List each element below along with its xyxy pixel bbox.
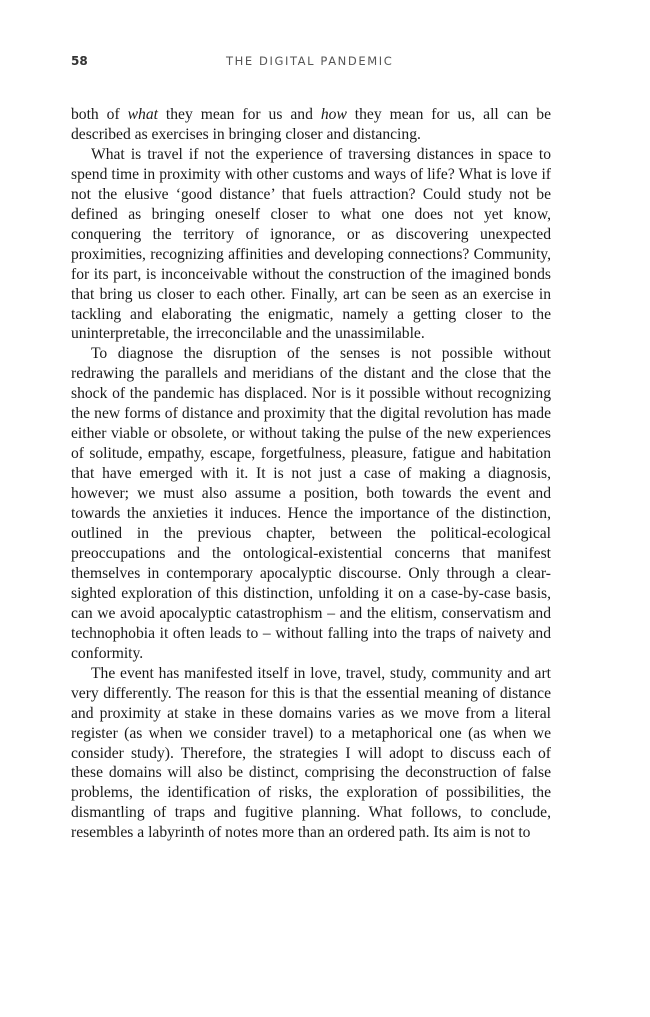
italic-word: what [127,106,158,123]
paragraph: The event has manifested itself in love, travel, study, community and art very differently. The reason for this is that the essential meaning of distance and proximity at stake in these domains varies as we move from a literal register (as when we consider travel) to a metaphorical one (as when we consider study). Therefore, the strategies I will adopt to discuss each of these domains will also be distinct, comprising the deconstruction of false problems, the identification of risks, the exploration of possibilities, the dismantling of traps and fugitive planning. What follows, to conclude, resembles a labyrinth of notes more than an ordered path. Its aim is not to [71,664,551,842]
text-run: they mean for us and [157,106,321,123]
paragraph: What is travel if not the experience of traversing distances in space to spend time in proximity with other customs and ways of life? What is love if not the elusive ‘good distance’ that fuels attraction? Could study not be defined as bringing oneself closer to what one does not yet know, conquering the territory of ignorance, or as discovering unexpected proximities, recognizing affinities and developing connections? Community, for its part, is inconceivable without the construction of the imagined bonds that bring us closer to each other. Finally, art can be seen as an exercise in tackling and elaborating the enigmatic, namely a getting closer to the uninterpretable, the irreconcilable and the unassimilable. [71,145,551,343]
body-text [71,105,551,843]
running-head [71,54,551,74]
book-title: THE DIGITAL PANDEMIC [226,54,394,68]
paragraph-continued [71,105,551,145]
paragraph: To diagnose the disruption of the senses is not possible without redrawing the parallels and meridians of the distant and the close that the shock of the pandemic has displaced. Nor is it possible without recognizing the new forms of distance and proximity that the digital revolution has made either viable or obsolete, or without taking the pulse of the new experiences of solitude, empathy, escape, forgetfulness, pleasure, fatigue and habitation that have emerged with it. It is not just a case of making a diagnosis, however; we must also assume a position, both towards the event and towards the anxieties it induces. Hence the importance of the distinction, outlined in the previous chapter, between the political-ecological preoccupations and the ontological-existential concerns that manifest themselves in contemporary apocalyptic discourse. Only through a clear-sighted exploration of this distinction, unfolding it on a case-by-case basis, can we avoid apocalyptic catastrophism – and the elitism, conservatism and technophobia it often leads to – without falling into the traps of naivety and conformity. [71,345,551,662]
italic-word: how [320,106,347,123]
text-run: they mean for us, all can be described as exercises in bringing closer and distancing. [71,106,552,143]
page-number: 58 [71,54,88,68]
text-run: both of [71,106,128,123]
